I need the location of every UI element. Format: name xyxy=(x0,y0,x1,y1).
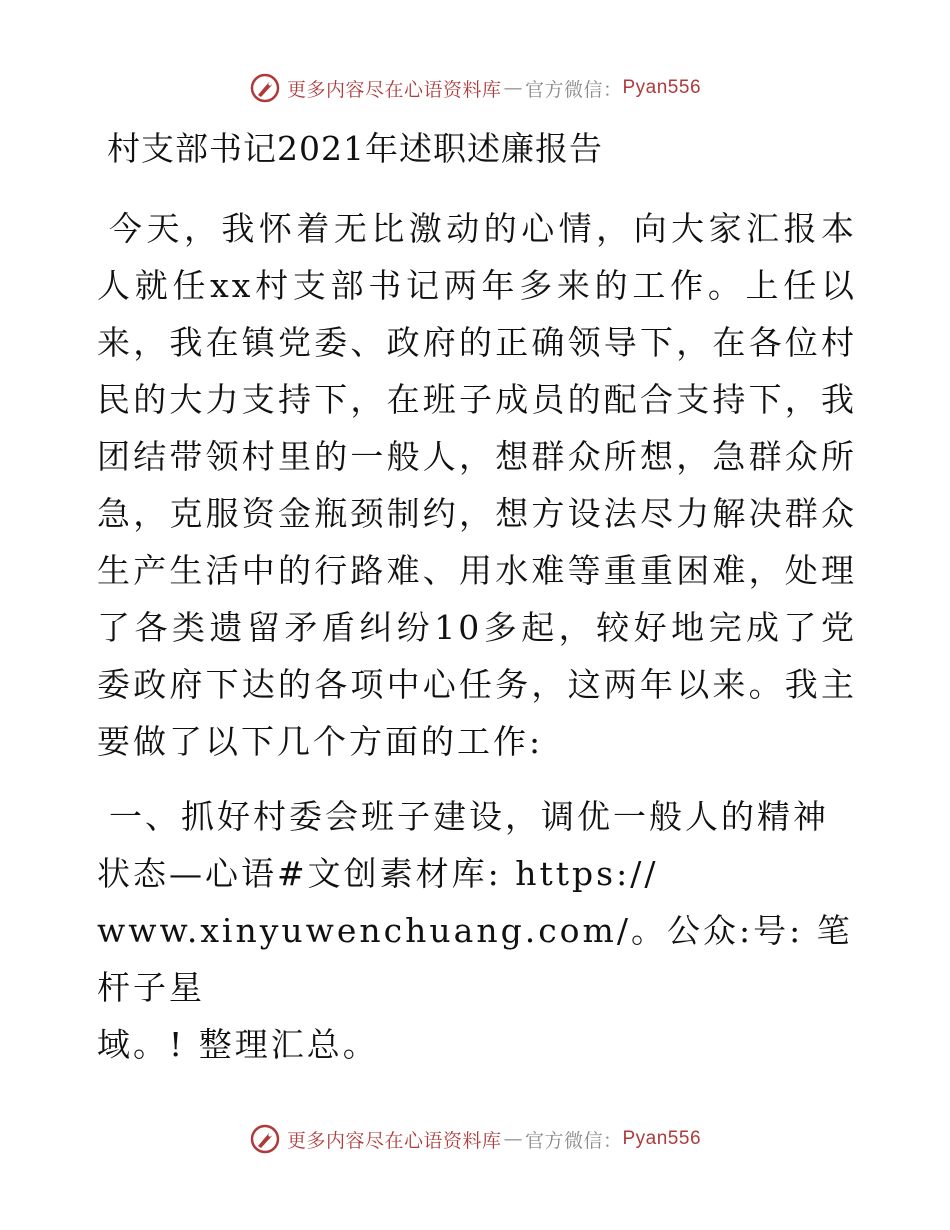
wechat-label: 官方微信： xyxy=(524,78,623,101)
section-url-line: www.xinyuwenchuang.com/。公众:号: 笔杆子星 xyxy=(97,911,853,1007)
section-heading: 一、抓好村委会班子建设，调优一般人的精神状态—心语#文创素材库: https:// xyxy=(97,797,829,893)
wechat-id: Pyan556 xyxy=(622,1128,702,1149)
pen-nib-logo-icon xyxy=(249,72,281,104)
wechat-id: Pyan556 xyxy=(622,77,702,98)
intro-paragraph: 今天，我怀着无比激动的心情，向大家汇报本人就任xx村支部书记两年多来的工作。上任以来，我在镇党委、政府的正确领导下，在各位村民的大力支持下，在班子成员的配合支持下，我团结带领村里的一般人，想群众所想，急群众所急，克服资金瓶颈制约，想方设法尽力解决群众生产生活中的行路难、用水难等重重困难，处理了各类遗留矛盾纠纷10多起，较好地完成了党委政府下达的各项中心任务，这两年以来。我主要做了以下几个方面的工作: xyxy=(97,209,857,761)
document-title: 村支部书记2021年述职述廉报告 xyxy=(107,129,603,168)
section-tail: 域。! 整理汇总。 xyxy=(97,1025,379,1064)
watermark-text: 更多内容尽在心语资料库 xyxy=(286,78,502,101)
bottom-watermark-banner xyxy=(0,1123,950,1155)
watermark-text: 更多内容尽在心语资料库 xyxy=(286,1129,502,1152)
watermark-separator: — xyxy=(503,1128,523,1150)
top-watermark-banner xyxy=(0,72,950,104)
watermark-separator: — xyxy=(503,77,523,99)
wechat-label: 官方微信： xyxy=(524,1129,623,1152)
section-one xyxy=(97,788,857,1073)
document-body xyxy=(97,124,857,1073)
pen-nib-logo-icon xyxy=(249,1123,281,1155)
